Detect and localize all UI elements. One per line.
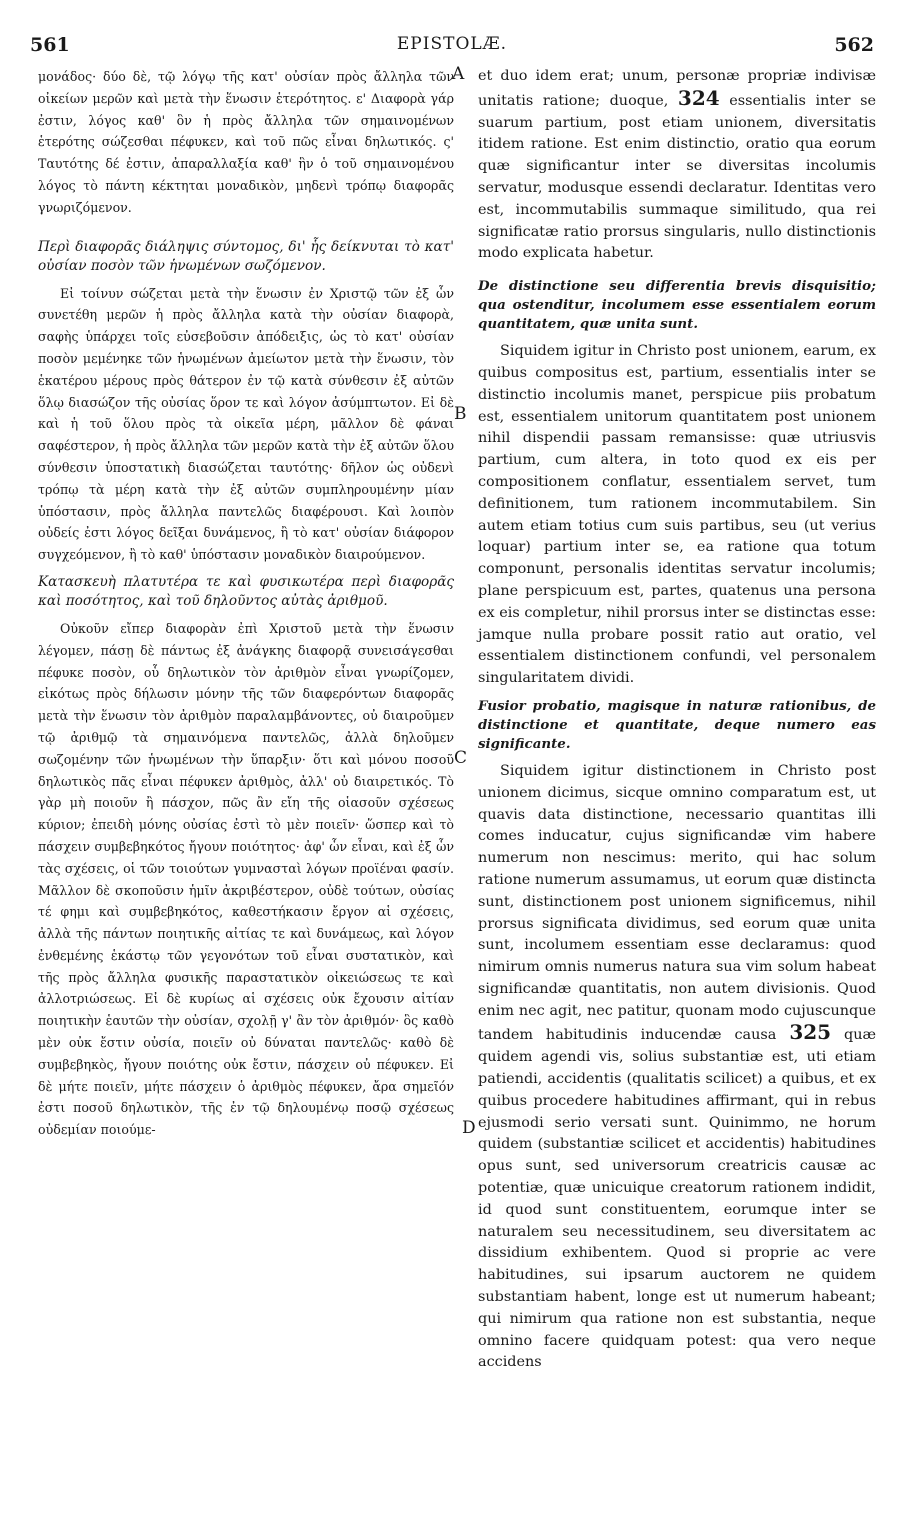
latin-paragraph-3-start: Siquidem igitur distinctionem in Christo post unionem dicimus, sicque omnino comparatum est, ut quavis data distinctione, necessario quantitas illi comes inducatur, cujus significandæ vim habere numerum non nescimus: merito, qui hac solum ratione numerum assumamus, ut eorum quæ distincta sunt, distinctionem post unionem significemus, nihil prorsus significata dividimus, sed eorum quæ unita sunt, incolumem essentiam esse declaramus: quod nimirum omnis numerus natura sua vim solum habeat significandæ quantitatis, non autem divisionis. Quod enim nec agit, nec patitur, quonam modo cujuscunque tandem habitudinis inducendæ causa bbox=[478, 762, 876, 1044]
margin-marker-b: B bbox=[454, 404, 467, 424]
right-page-number: 562 bbox=[834, 34, 874, 56]
latin-column bbox=[478, 66, 876, 1374]
left-page-number: 561 bbox=[30, 34, 70, 56]
greek-paragraph-2: Εἰ τοίνυν σώζεται μετὰ τὴν ἕνωσιν ἐν Χριστῷ τῶν ἐξ ὧν συνετέθη μερῶν ἡ πρὸς ἄλληλα κατὰ τὴν οὐσίαν διαφορὰ, σαφὴς ὑπάρχει τοῖς εὐσεβοῦσιν ἀπόδειξις, ὡς τὸ κατ' οὐσίαν ποσὸν μεμένηκε τῶν ἡνωμένων ἀμείωτον μετὰ τὴν ἕνωσιν, τὸν ἑκατέρου μέρους πρὸς θάτερον ἐν τῷ κατὰ σύνθεσιν ἐξ αὐτῶν ὅλῳ διασώζον τῆς οὐσίας ὅρον τε καὶ λόγον ἀσύμπτωτον. Εἰ δὲ καὶ ἡ τοῦ ὅλου πρὸς τὰ οἰκεῖα μέρη, μᾶλλον δὲ φάναι σαφέστερον, ἡ πρὸς ἄλληλα τῶν μερῶν κατὰ τὴν ἐξ αὐτῶν ὅλου σύνθεσιν ὑποστατικὴ διασώζεται ταυτότης· δῆλον ὡς οὐδενὶ τρόπῳ τὰ μέρη κατὰ τὴν ἐξ αὐτῶν συμπληρουμένην μίαν ὑπόστασιν, πρὸς ἄλληλα παντελῶς διαφέρουσι. Καὶ λοιπὸν οὐδείς ἐστι λόγος δεῖξαι δυνάμενος, ἢ τὸ κατ' οὐσίαν διάφορον συγχεόμενον, ἢ τὸ καθ' ὑπόστασιν μοναδικὸν διαιρούμενον. bbox=[38, 285, 454, 563]
latin-paragraph-2: Siquidem igitur in Christo post unionem, earum, ex quibus compositus est, partium, essentialis inter se distinctio incolumis manet, perspicue piis probatum est, essentialem unitorum quantitatem post unionem nihil dispendii passam remansisse: quæ utriusvis partium, cum altera, in toto quod ex eis per compositionem conflatur, essentialem servet, tum definitionem, tum rationem incommutabilem. Sin autem etiam totius cum suis partibus, seu (ut verius loquar) partium inter se, ea ratione qua totum componunt, personalis identitas servatur incolumis; plane perspicuum est, partes, quatenus una persona ex eis completur, nihil prorsus inter se distinctas esse: jamque nulla probare possit ratio aut oratio, vel essentialem distinctionem confundi, vel personalem singularitatem dividi. bbox=[478, 343, 876, 687]
margin-marker-a: A bbox=[452, 64, 465, 84]
running-title: EPISTOLÆ. bbox=[396, 34, 508, 54]
greek-paragraph-3: Οὐκοῦν εἴπερ διαφορὰν ἐπὶ Χριστοῦ μετὰ τὴν ἕνωσιν λέγομεν, πάσῃ δὲ πάντως ἐξ ἀνάγκης διαφορᾷ συνεισάγεσθαι πέφυκε ποσὸν, οὗ δηλωτικὸν τὸν ἀριθμὸν εἶναι γνωρίζομεν, εἰκότως πρὸς δήλωσιν μόνην τῆς τῶν διαφερόντων διαφορᾶς μετὰ τὴν ἕνωσιν τὸν ἀριθμὸν παραλαμβάνοντες, οὐ διαιροῦμεν τῷ ἀριθμῷ τὰ σημαινόμενα παντελῶς, ἀλλὰ δηλοῦμεν σωζομένην τῶν ἡνωμένων τὴν ὕπαρξιν· ὅτι καὶ μόνου ποσοῦ δηλωτικὸς πᾶς εἶναι πέφυκεν ἀριθμὸς, ἀλλ' οὐ διαιρετικός. Τὸ γὰρ μὴ ποιοῦν ἢ πάσχον, πῶς ἂν εἴη τῆς οἱασοῦν σχέσεως κύριον; ἐπειδὴ μόνης οὐσίας ἐστὶ τὸ μὲν ποιεῖν· ὥσπερ καὶ τὸ πάσχειν συμβεβηκότος ἤγουν ποιότητος· ἀφ' ὧν εἶναι, καὶ ἐξ ὧν τὰς σχέσεις, οἱ τῶν τοιούτων γυμνασταὶ λόγων προϊέναι φασίν. Μᾶλλον δὲ σκοποῦσιν ἡμῖν ἀκριβέστερον, οὐδὲ τούτων, οὐσίας τέ φημι καὶ συμβεβηκότος, καθεστήκασιν ἔργον αἱ σχέσεις, ἀλλὰ τῆς πάντων ποιητικῆς αἰτίας τε καὶ δυνάμεως, καὶ λόγον ἐνθεμένης ἑκάστῳ τῶν γεγονότων τοῦ εἶναι συστατικὸν, καὶ τῆς πρὸς ἄλληλα φυσικῆς παραστατικὸν οἰκειώσεως τε καὶ ἀλλοτριώσεως. Εἰ δὲ κυρίως αἱ σχέσεις οὐκ ἔχουσιν αἰτίαν ποιητικὴν ἑαυτῶν τὴν οὐσίαν, σχολῇ γ' ἂν τὸν ἀριθμόν· ὃς καθὸ μὲν οὐκ ἔστιν οὐσία, ποιεῖν οὐ δύναται παντελῶς· καθὸ δὲ συμβεβηκὸς, ἤγουν ποιότης οὐκ ἔστιν, πάσχειν οὐ πέφυκεν. Εἰ δὲ μήτε ποιεῖν, μήτε πάσχειν ὁ ἀριθμὸς πέφυκεν, ἄρα σημεῖόν ἐστι ποσοῦ δηλωτικὸν, τῆς ἐν τῷ δηλουμένῳ ποσῷ σχέσεως οὐδεμίαν ποιούμε- bbox=[38, 620, 454, 1138]
page-header bbox=[30, 34, 874, 60]
margin-marker-d: D bbox=[462, 1118, 476, 1138]
greek-section-heading-2: Κατασκευὴ πλατυτέρα τε καὶ φυσικωτέρα περὶ διαφορᾶς καὶ ποσότητος, καὶ τοῦ δηλοῦντος αὐτὰς ἀριθμοῦ. bbox=[38, 573, 454, 609]
latin-section-heading-1: De distinctione seu differentia brevis disquisitio; qua ostenditur, incolumem esse essentialem eorum quantitatem, quæ unita sunt. bbox=[478, 278, 876, 333]
latin-paragraph-3-end: quæ quidem agendi vis, solius substantiæ est, uti etiam patiendi, accidentis (qualitatis scilicet) a quibus, et ex quibus procedere habitudines affirmant, qui in rebus ejusmodi serio versati sunt. Quinimmo, ne horum quidem (substantiæ scilicet et accidentis) habitudines opus sunt, sed universorum creatricis causæ ac potentiæ, quæ unicuique creatorum rationem indidit, id quod sunt constituentem, eorumque inter se naturalem seu necessitudinem, seu diversitatem ac dissidium exhibentem. Quod si proprie ac vere habitudines, sui ipsarum auctorem ne quidem substantiam habent, longe est ut numerum habeant; qui nimirum qua ratione non est substantia, neque omnino facere quidquam potest: qua vero neque accidens bbox=[478, 1027, 877, 1371]
latin-paragraph-1-end: essentialis inter se suarum partium, post etiam unionem, diversitatis itidem ratione. Est enim distinctio, oratio qua eorum quæ significantur inter se diversitas incolumis servatur, modusque essendi declaratur. Identitas vero est, incommutabilis summaque similitudo, qua rei significatæ ratio prorsus singularis, nullo distinctionis modo explicata habetur. bbox=[478, 92, 877, 262]
latin-paragraph-1 bbox=[478, 66, 876, 265]
greek-section-heading-1: Περὶ διαφορᾶς διάληψις σύντομος, δι' ἧς δείκνυται τὸ κατ' οὐσίαν ποσὸν τῶν ἡνωμένων σωζόμενον. bbox=[38, 238, 454, 274]
column-number-325: 325 bbox=[789, 1020, 832, 1045]
column-number-324: 324 bbox=[677, 85, 720, 110]
margin-marker-c: C bbox=[454, 748, 468, 768]
greek-paragraph-1: μονάδος· δύο δὲ, τῷ λόγῳ τῆς κατ' οὐσίαν πρὸς ἄλληλα τῶν οἰκείων μερῶν καὶ μετὰ τὴν ἕνωσιν ἑτερότητος. ε' Διαφορὰ γάρ ἐστιν, λόγος καθ' ὃν ἡ πρὸς ἄλληλα τῶν σημαινομένων ἑτερότης σώζεσθαι πέφυκεν, καὶ τοῦ πῶς εἶναι δηλωτικός. ς' Ταυτότης δέ ἐστιν, ἀπαραλλαξία καθ' ἣν ὁ τοῦ σημαινομένου λόγος τὸ πάντη κέκτηται μοναδικὸν, μηδενὶ τρόπῳ διαφορᾶς γνωριζόμενον. bbox=[38, 69, 454, 215]
greek-column bbox=[38, 66, 454, 1141]
latin-paragraph-3 bbox=[478, 761, 876, 1374]
latin-paragraph-1-start: et duo idem erat; unum, personæ propriæ indivisæ unitatis ratione; duoque, bbox=[478, 68, 876, 109]
latin-section-heading-2: Fusior probatio, magisque in naturæ rationibus, de distinctione et quantitate, deque numero eas significante. bbox=[478, 697, 876, 752]
